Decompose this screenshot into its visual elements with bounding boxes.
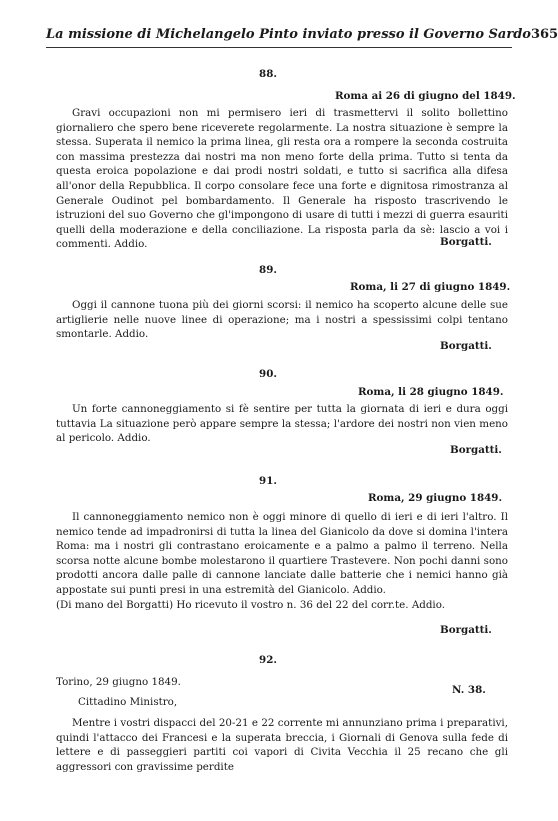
letter-number: 89. (259, 264, 277, 276)
letter-body: Un forte cannoneggiamento si fè sentire per tutta la giornata di ieri e dura oggi tuttavia La situazione però appare sempre la stessa; l'ardore dei nostri non vien meno al pericolo. Addio. (56, 403, 508, 445)
letter-ref-number: N. 38. (452, 684, 486, 696)
letter-signature: Borgatti. (450, 444, 502, 456)
letter-number: 90. (259, 368, 277, 380)
letter-number: 88. (259, 68, 277, 80)
letter-postscript: (Di mano del Borgatti) Ho ricevuto il vostro n. 36 del 22 del corr.te. Addio. (56, 599, 446, 611)
letter-salutation: Cittadino Ministro, (78, 696, 178, 708)
letter-number: 91. (259, 475, 277, 487)
letter-date: Roma, li 28 giugno 1849. (358, 386, 504, 398)
letter-number: 92. (259, 654, 277, 666)
letter-date: Roma ai 26 di giugno del 1849. (335, 90, 516, 102)
header-rule (46, 47, 512, 48)
letter-place-date: Torino, 29 giugno 1849. (56, 676, 181, 688)
letter-signature: Borgatti. (440, 340, 492, 352)
letter-body: Gravi occupazioni non mi permisero ieri di trasmettervi il solito bollettino giornaliero che spero bene riceverete regolarmente. La nostra situazione è sempre la stessa. Superata il nemico la prima linea, gli resta ora a rompere la seconda costruita con massima prestezza dai nostri ma non meno forte della prima. Tutto si tenta da questa eroica popolazione e dai prodi nostri soldati, e tutto si sacrifica alla difesa all'onor della Repubblica. Il corpo consolare fece una forte e dignitosa rimostranza al Generale Oudinot pel bombardamento. Il Generale ha risposto trascrivendo le istruzioni del suo Governo che gl'impongono di usare di tutti i mezzi di guerra esauriti quelli della moderazione e della conciliazione. La risposta parla da sè: lascio a voi i commenti. Addio. (56, 107, 508, 251)
page-number: 365 (530, 27, 558, 42)
letter-body: Il cannoneggiamento nemico non è oggi minore di quello di ieri e di ieri l'altro. Il nemico tende ad impadronirsi di tutta la linea del Gianicolo da dove si domina l'intera Roma: ma i nostri gli contrastano eroicamente e a palmo a palmo il terreno. Nella scorsa notte alcune bombe molestarono il quartiere Trastevere. Non pochi danni sono prodotti ancora dalle palle di cannone lanciate dalle batterie che i nemici hanno già appostate sui punti presi in una estremità del Gianicolo. Addio. (56, 511, 508, 596)
letter-date: Roma, li 27 di giugno 1849. (350, 281, 511, 293)
letter-body: Oggi il cannone tuona più dei giorni scorsi: il nemico ha scoperto alcune delle sue artiglierie nelle nuove linee di operazione; ma i nostri a spessissimi colpi tentano smontarle. Addio. (56, 299, 508, 341)
running-title: La missione di Michelangelo Pinto inviato presso il Governo Sardo (46, 27, 531, 42)
letter-signature: Borgatti. (440, 236, 492, 248)
running-header (46, 27, 558, 42)
letter-date: Roma, 29 giugno 1849. (368, 492, 503, 504)
letter-signature: Borgatti. (440, 624, 492, 636)
letter-body: Mentre i vostri dispacci del 20-21 e 22 corrente mi annunziano prima i preparativi, quindi l'attacco dei Francesi e la superata breccia, i Giornali di Genova sulla fede di lettere e di passeggieri partiti coi vapori di Civita Vecchia il 25 recano che gli aggressori con gravissime perdite (56, 717, 508, 773)
